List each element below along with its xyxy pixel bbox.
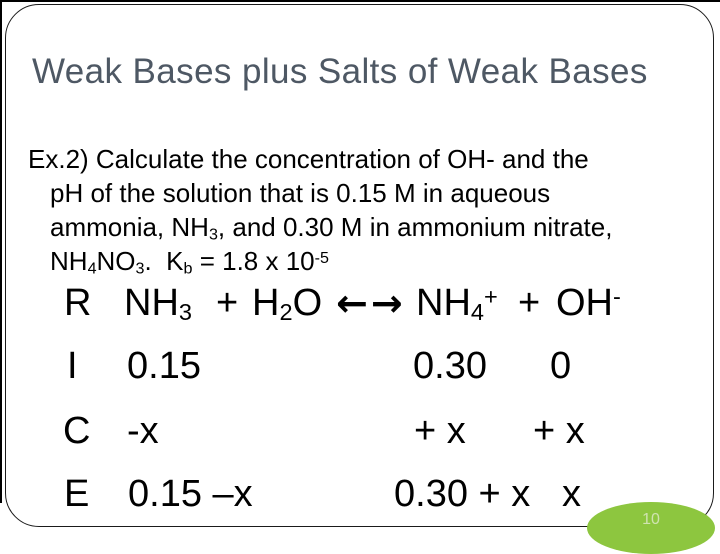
text-segment: + [216, 282, 239, 324]
text-segment: NH [124, 282, 179, 324]
ice-cell [336, 283, 406, 324]
text-segment: in aqueous [415, 178, 551, 208]
text-segment: NH [50, 246, 88, 276]
text-segment: + x [533, 410, 585, 452]
text-segment: = 1.8 x 10 [192, 246, 315, 276]
ice-cell [518, 283, 540, 323]
text-segment: + [518, 282, 541, 324]
text-segment: O [292, 282, 323, 324]
text-segment: 0.15 –x [128, 473, 253, 515]
ice-cell [550, 346, 571, 386]
ice-cell [64, 474, 89, 514]
text-segment: 3 [208, 225, 218, 244]
text-segment: in ammonium nitrate, [362, 212, 613, 242]
text-segment: x [562, 473, 581, 515]
text-segment: E [64, 473, 90, 515]
text-segment: b [183, 259, 193, 278]
ice-cell [67, 346, 78, 386]
ice-cell [533, 411, 585, 451]
text-segment: C [63, 410, 91, 452]
ice-cell [394, 474, 530, 514]
text-segment: + x [414, 410, 466, 452]
text-segment: Ex.2) Calculate the concentration of OH- and the [28, 144, 589, 174]
text-segment: 4 [470, 299, 484, 326]
text-segment: I [67, 345, 78, 387]
slide-title: Weak Bases plus Salts of Weak Bases [32, 52, 648, 91]
text-segment: + [484, 283, 498, 310]
text-segment: 3 [178, 299, 192, 326]
text-segment: M [340, 212, 363, 242]
ice-cell [63, 411, 90, 451]
text-segment: H [252, 282, 280, 324]
text-segment: ←→ [336, 281, 406, 325]
ice-cell [562, 474, 581, 514]
text-segment: -5 [314, 248, 329, 267]
text-segment: 0 [550, 345, 572, 387]
text-segment: NH [416, 282, 471, 324]
ice-cell [413, 346, 487, 386]
ice-cell [127, 411, 159, 451]
text-segment: 3 [135, 259, 145, 278]
ice-cell [216, 283, 238, 323]
text-segment: ammonia, NH [50, 212, 209, 242]
text-segment: 0.30 [413, 345, 487, 387]
ice-cell [414, 411, 466, 451]
ice-cell [124, 282, 192, 326]
text-segment: M [394, 178, 416, 208]
ice-cell [127, 346, 201, 386]
text-segment: NO [96, 246, 136, 276]
page-number: 10 [642, 511, 660, 528]
ice-cell [128, 474, 253, 514]
text-segment: pH of the solution that is 0.15 [50, 178, 394, 208]
text-segment: OH [556, 282, 613, 324]
ice-cell [252, 282, 323, 326]
text-segment: 0.15 [127, 345, 201, 387]
ice-cell [64, 283, 91, 323]
ice-cell [416, 282, 498, 326]
text-segment: 4 [87, 259, 97, 278]
text-segment: -x [127, 410, 159, 452]
text-segment: . K [144, 246, 184, 276]
text-segment: 2 [279, 299, 293, 326]
text-segment: - [613, 283, 621, 310]
ice-cell [556, 283, 621, 323]
text-segment: , and 0.30 [217, 212, 341, 242]
text-segment: R [64, 282, 92, 324]
page-number-badge [587, 502, 715, 554]
text-segment: 0.30 + x [394, 473, 531, 515]
